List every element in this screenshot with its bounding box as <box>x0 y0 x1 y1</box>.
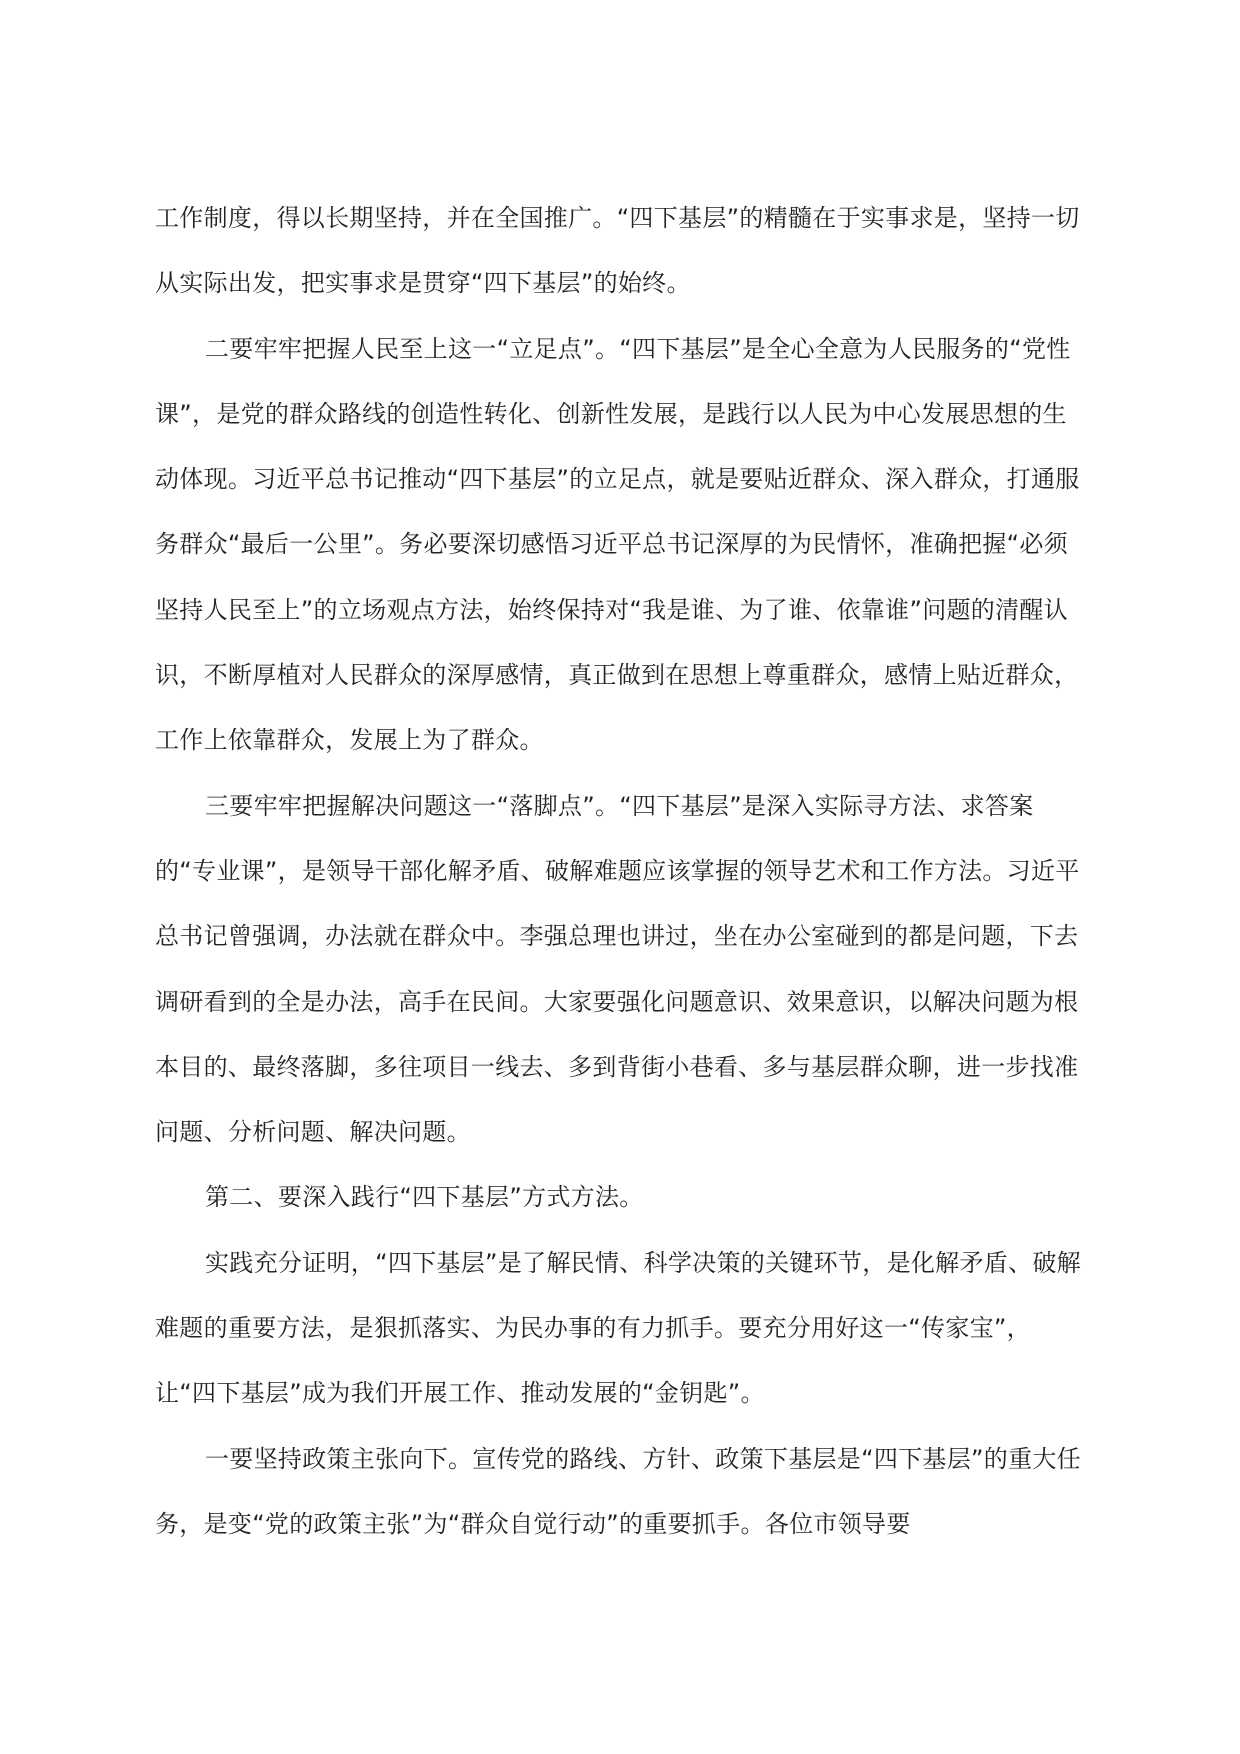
paragraph-people-first: 二要牢牢把握人民至上这一“立足点”。“四下基层”是全心全意为人民服务的“党性课”，是党的群众路线的创造性转化、创新性发展，是践行以人民为中心发展思想的生动体现。习近平总书记推动“四下基层”的立足点，就是要贴近群众、深入群众，打通服务群众“最后一公里”。务必要深切感悟习近平总书记深厚的为民情怀，准确把握“必须坚持人民至上”的立场观点方法，始终保持对“我是谁、为了谁、依靠谁”问题的清醒认识，不断厚植对人民群众的深厚感情，真正做到在思想上尊重群众，感情上贴近群众，工作上依靠群众，发展上为了群众。 <box>155 334 1080 755</box>
paragraph-continuation: 工作制度，得以长期坚持，并在全国推广。“四下基层”的精髓在于实事求是，坚持一切从实际出发，把实事求是贯穿“四下基层”的始终。 <box>155 204 1080 298</box>
document-body <box>155 186 1085 1557</box>
section-heading-second: 第二、要深入践行“四下基层”方式方法。 <box>205 1183 644 1212</box>
paragraph-practice-proof: 实践充分证明，“四下基层”是了解民情、科学决策的关键环节，是化解矛盾、破解难题的重要方法，是狠抓落实、为民办事的有力抓手。要充分用好这一“传家宝”，让“四下基层”成为我们开展工作、推动发展的“金钥匙”。 <box>155 1248 1081 1408</box>
paragraph-policy-downward: 一要坚持政策主张向下。宣传党的路线、方针、政策下基层是“四下基层”的重大任务，是变“党的政策主张”为“群众自觉行动”的重要抓手。各位市领导要 <box>155 1444 1081 1538</box>
paragraph-problem-solving: 三要牢牢把握解决问题这一“落脚点”。“四下基层”是深入实际寻方法、求答案的“专业课”，是领导干部化解矛盾、破解难题应该掌握的领导艺术和工作方法。习近平总书记曾强调，办法就在群众中。李强总理也讲过，坐在办公室碰到的都是问题，下去调研看到的全是办法，高手在民间。大家要强化问题意识、效果意识，以解决问题为根本目的、最终落脚，多往项目一线去、多到背街小巷看、多与基层群众聊，进一步找准问题、分析问题、解决问题。 <box>155 791 1080 1147</box>
